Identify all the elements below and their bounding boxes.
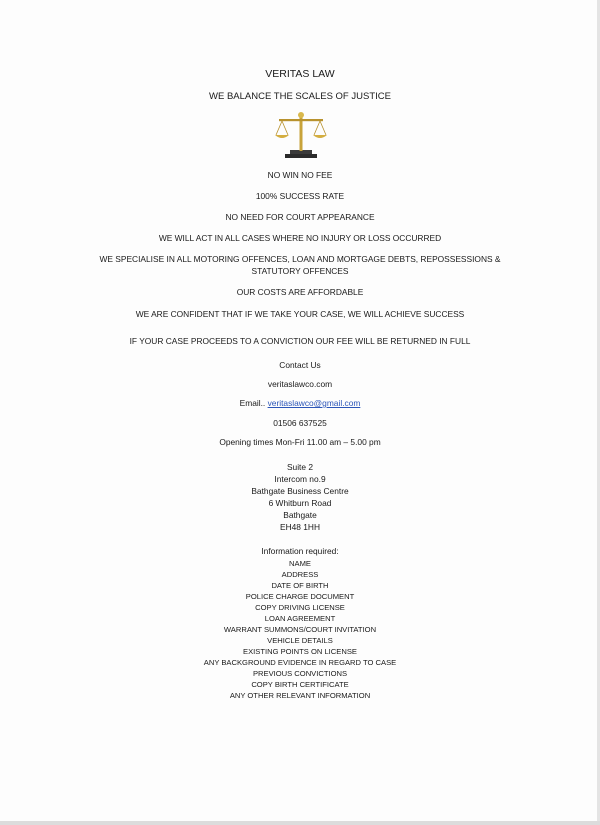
info-item: PREVIOUS CONVICTIONS: [252, 669, 348, 678]
firm-name: VERITAS LAW: [265, 68, 335, 80]
address-line: Intercom no.9: [274, 474, 326, 484]
statement-costs: OUR COSTS ARE AFFORDABLE: [236, 287, 364, 297]
opening-hours: Opening times Mon-Fri 11.00 am – 5.00 pm: [219, 437, 381, 447]
address-line: EH48 1HH: [279, 522, 321, 532]
address-line: Bathgate Business Centre: [251, 486, 349, 496]
claim-item: NO NEED FOR COURT APPEARANCE: [225, 212, 375, 222]
contact-heading: Contact Us: [279, 360, 321, 370]
tagline: WE BALANCE THE SCALES OF JUSTICE: [209, 91, 391, 102]
email-link[interactable]: veritaslawco@gmail.com: [267, 398, 361, 408]
phone-number: 01506 637525: [273, 418, 327, 428]
address-line: Bathgate: [283, 510, 317, 520]
statement-confident: WE ARE CONFIDENT THAT IF WE TAKE YOUR CASE, WE WILL ACHIEVE SUCCESS: [135, 309, 465, 319]
specialise-line-1: WE SPECIALISE IN ALL MOTORING OFFENCES, LOAN AND MORTGAGE DEBTS, REPOSSESSIONS &: [99, 254, 501, 264]
page-bottom-shadow: [0, 821, 600, 825]
info-item: WARRANT SUMMONS/COURT INVITATION: [223, 625, 377, 634]
info-item: COPY BIRTH CERTIFICATE: [251, 680, 349, 689]
specialise-line-2: STATUTORY OFFENCES: [251, 266, 349, 276]
scales-of-justice-icon: [273, 108, 329, 158]
claim-item: 100% SUCCESS RATE: [255, 191, 345, 201]
email-line: [0, 398, 600, 408]
claim-item: NO WIN NO FEE: [267, 170, 333, 180]
info-item: LOAN AGREEMENT: [264, 614, 336, 623]
address-line: Suite 2: [286, 462, 314, 472]
info-item: ANY BACKGROUND EVIDENCE IN REGARD TO CASE: [203, 658, 397, 667]
info-item: EXISTING POINTS ON LICENSE: [243, 647, 357, 656]
website-text: veritaslawco.com: [267, 379, 333, 389]
info-item: ADDRESS: [281, 570, 319, 579]
address-line: 6 Whitburn Road: [268, 498, 332, 508]
claim-item: WE WILL ACT IN ALL CASES WHERE NO INJURY OR LOSS OCCURRED: [158, 233, 442, 243]
info-heading: Information required:: [261, 546, 339, 556]
email-label: Email..: [239, 398, 266, 408]
statement-refund: IF YOUR CASE PROCEEDS TO A CONVICTION OUR FEE WILL BE RETURNED IN FULL: [129, 336, 471, 346]
info-item: DATE OF BIRTH: [271, 581, 329, 590]
info-item: ANY OTHER RELEVANT INFORMATION: [229, 691, 371, 700]
info-item: NAME: [289, 559, 311, 568]
info-item: VEHICLE DETAILS: [267, 636, 333, 645]
info-item: POLICE CHARGE DOCUMENT: [245, 592, 355, 601]
info-item: COPY DRIVING LICENSE: [255, 603, 345, 612]
